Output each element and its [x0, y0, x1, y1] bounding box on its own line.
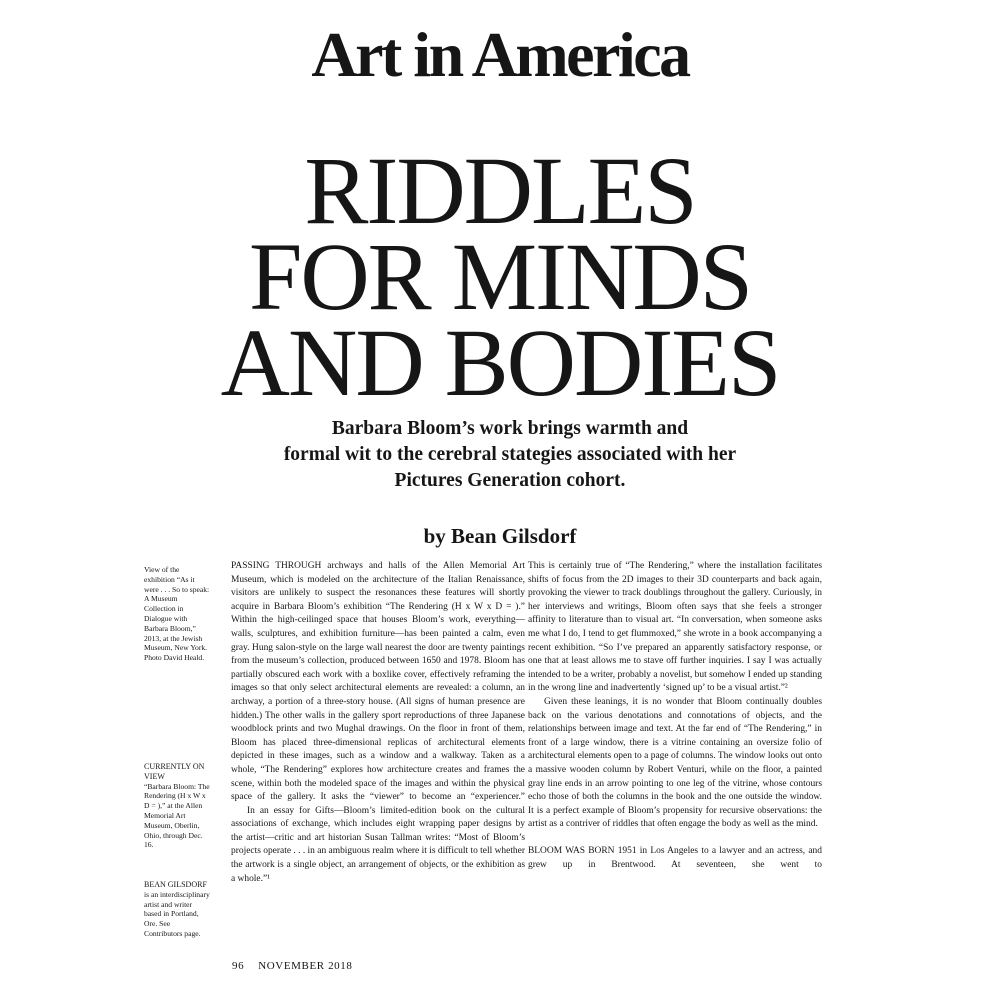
currently-on-view — [144, 762, 210, 850]
currently-on-view-label: CURRENTLY ON VIEW — [144, 762, 205, 781]
issue-date: NOVEMBER 2018 — [258, 960, 353, 972]
body-column-left — [231, 560, 525, 886]
page-number: 96 — [232, 960, 245, 972]
article-dek — [240, 416, 780, 494]
body-column-right — [528, 560, 822, 873]
contributor-text: is an interdisciplinary artist and writer based in Portland, Ore. See Contributors page. — [144, 889, 210, 938]
dek-line: formal wit to the cerebral stategies associated with her — [283, 444, 737, 465]
dek-line: Pictures Generation cohort. — [394, 470, 626, 491]
body-paragraph: Given these leanings, it is no wonder that Bloom continually doubles back on the various denotations and connotations of objects, and the relationships between image and text. At the far end of “The Rendering,” in front of a large window, there is a vitrine containing an oversize folio of architectural elements open to a page of columns. The window looks out onto a massive wooden column by Robert Venturi, while on the floor, a painted gray line ends in an arrow pointing to one leg of the vitrine, whose contours echo those of both the columns in the book and the one outside the window. It is a perfect example of Bloom’s propensity for recursive observations: the artist as a contriver of riddles that often engage the body as well as the mind. — [528, 696, 822, 830]
headline-line: RIDDLES — [304, 137, 696, 244]
article-headline — [0, 137, 1000, 416]
currently-on-view-text: “Barbara Bloom: The Rendering (H x W x D = ),” at the Allen Memorial Art Museum, Oberlin, Ohio, through Dec. 16. — [144, 781, 210, 850]
body-paragraph: This is certainly true of “The Rendering,” where the installation facilitates shifts of focus from the 2D images to their 3D counterparts and back again, provoking the viewer to track doublings throughout the gallery. Curiously, in her interviews and writings, Bloom often says that she feels a stronger affinity to literature than to visual art. “In conversation, when someone asks me what I do, I tend to get flummoxed,” she wrote in a book accompanying a recent exhibition. “So I’ve prepared an apparently satisfactory response, or one that at least allows me to stave off further inquiries. I say I was actually intended to be a writer, probably a novelist, but somehow I ended up standing in the wrong line and inadvertently ‘signed up’ to be a visual artist.”² — [528, 561, 822, 694]
body-paragraph: In an essay for Gifts—Bloom’s limited-edition book on the cultural associations of exchange, which includes eight wrapping paper designs by the artist—critic and art historian Susan Tallman writes: “Most of Bloom’s projects operate . . . in an ambiguous realm where it is difficult to tell whether the artwork is a single object, an arrangement of objects, or the exhibition as a whole.”¹ — [231, 805, 525, 884]
headline-line: FOR MINDS — [248, 223, 752, 330]
contributor-note — [144, 880, 210, 939]
contributor-name: BEAN GILSDORF — [144, 880, 207, 889]
page-folio — [232, 960, 366, 972]
article-byline: by Bean Gilsdorf — [423, 524, 577, 548]
photo-caption: View of the exhibition “As it were . . . So to speak: A Museum Collection in Dialogue with Barbara Bloom,” 2013, at the Jewish Museum, New York. Photo David Heald. — [144, 565, 210, 663]
headline-line: AND BODIES — [220, 309, 780, 416]
body-paragraph: PASSING THROUGH archways and halls of the Allen Memorial Art Museum, which is modeled on the architecture of the Italian Renaissance, visitors are unlikely to suspect the resonances these features will shortly acquire in Barbara Bloom’s exhibition “The Rendering (H x W x D = ).” Within the high-ceilinged space that houses Bloom’s work, everything—walls, sculptures, and exhibition furniture—has been painted a calm, even gray. Hung salon-style on the large wall nearest the door are twenty paintings from the museum’s collection, produced between 1650 and 1978. Bloom has partially obscured each work with a boxlike cover, effectively reframing the images so that only select architectural elements are revealed: a column, an archway, a portion of a three-story house. (All signs of human presence are hidden.) The other walls in the gallery sport reproductions of three Japanese woodblock prints and two Mughal drawings. On the floor in front of them, Bloom has placed three-dimensional replicas of architectural elements depicted in these images, such as a window and a walkway. Taken as a whole, “The Rendering” explores how architecture creates and frames the scene, within both the modeled space of the images and within the physical space of the gallery. It asks the “viewer” to become an “experiencer.” — [231, 561, 525, 803]
body-paragraph: BLOOM WAS BORN 1951 in Los Angeles to a lawyer and an actress, and grew up in Brentwood. At seventeen, she went to — [528, 846, 822, 871]
magazine-masthead: Art in America — [311, 19, 689, 90]
dek-line: Barbara Bloom’s work brings warmth and — [331, 418, 689, 439]
